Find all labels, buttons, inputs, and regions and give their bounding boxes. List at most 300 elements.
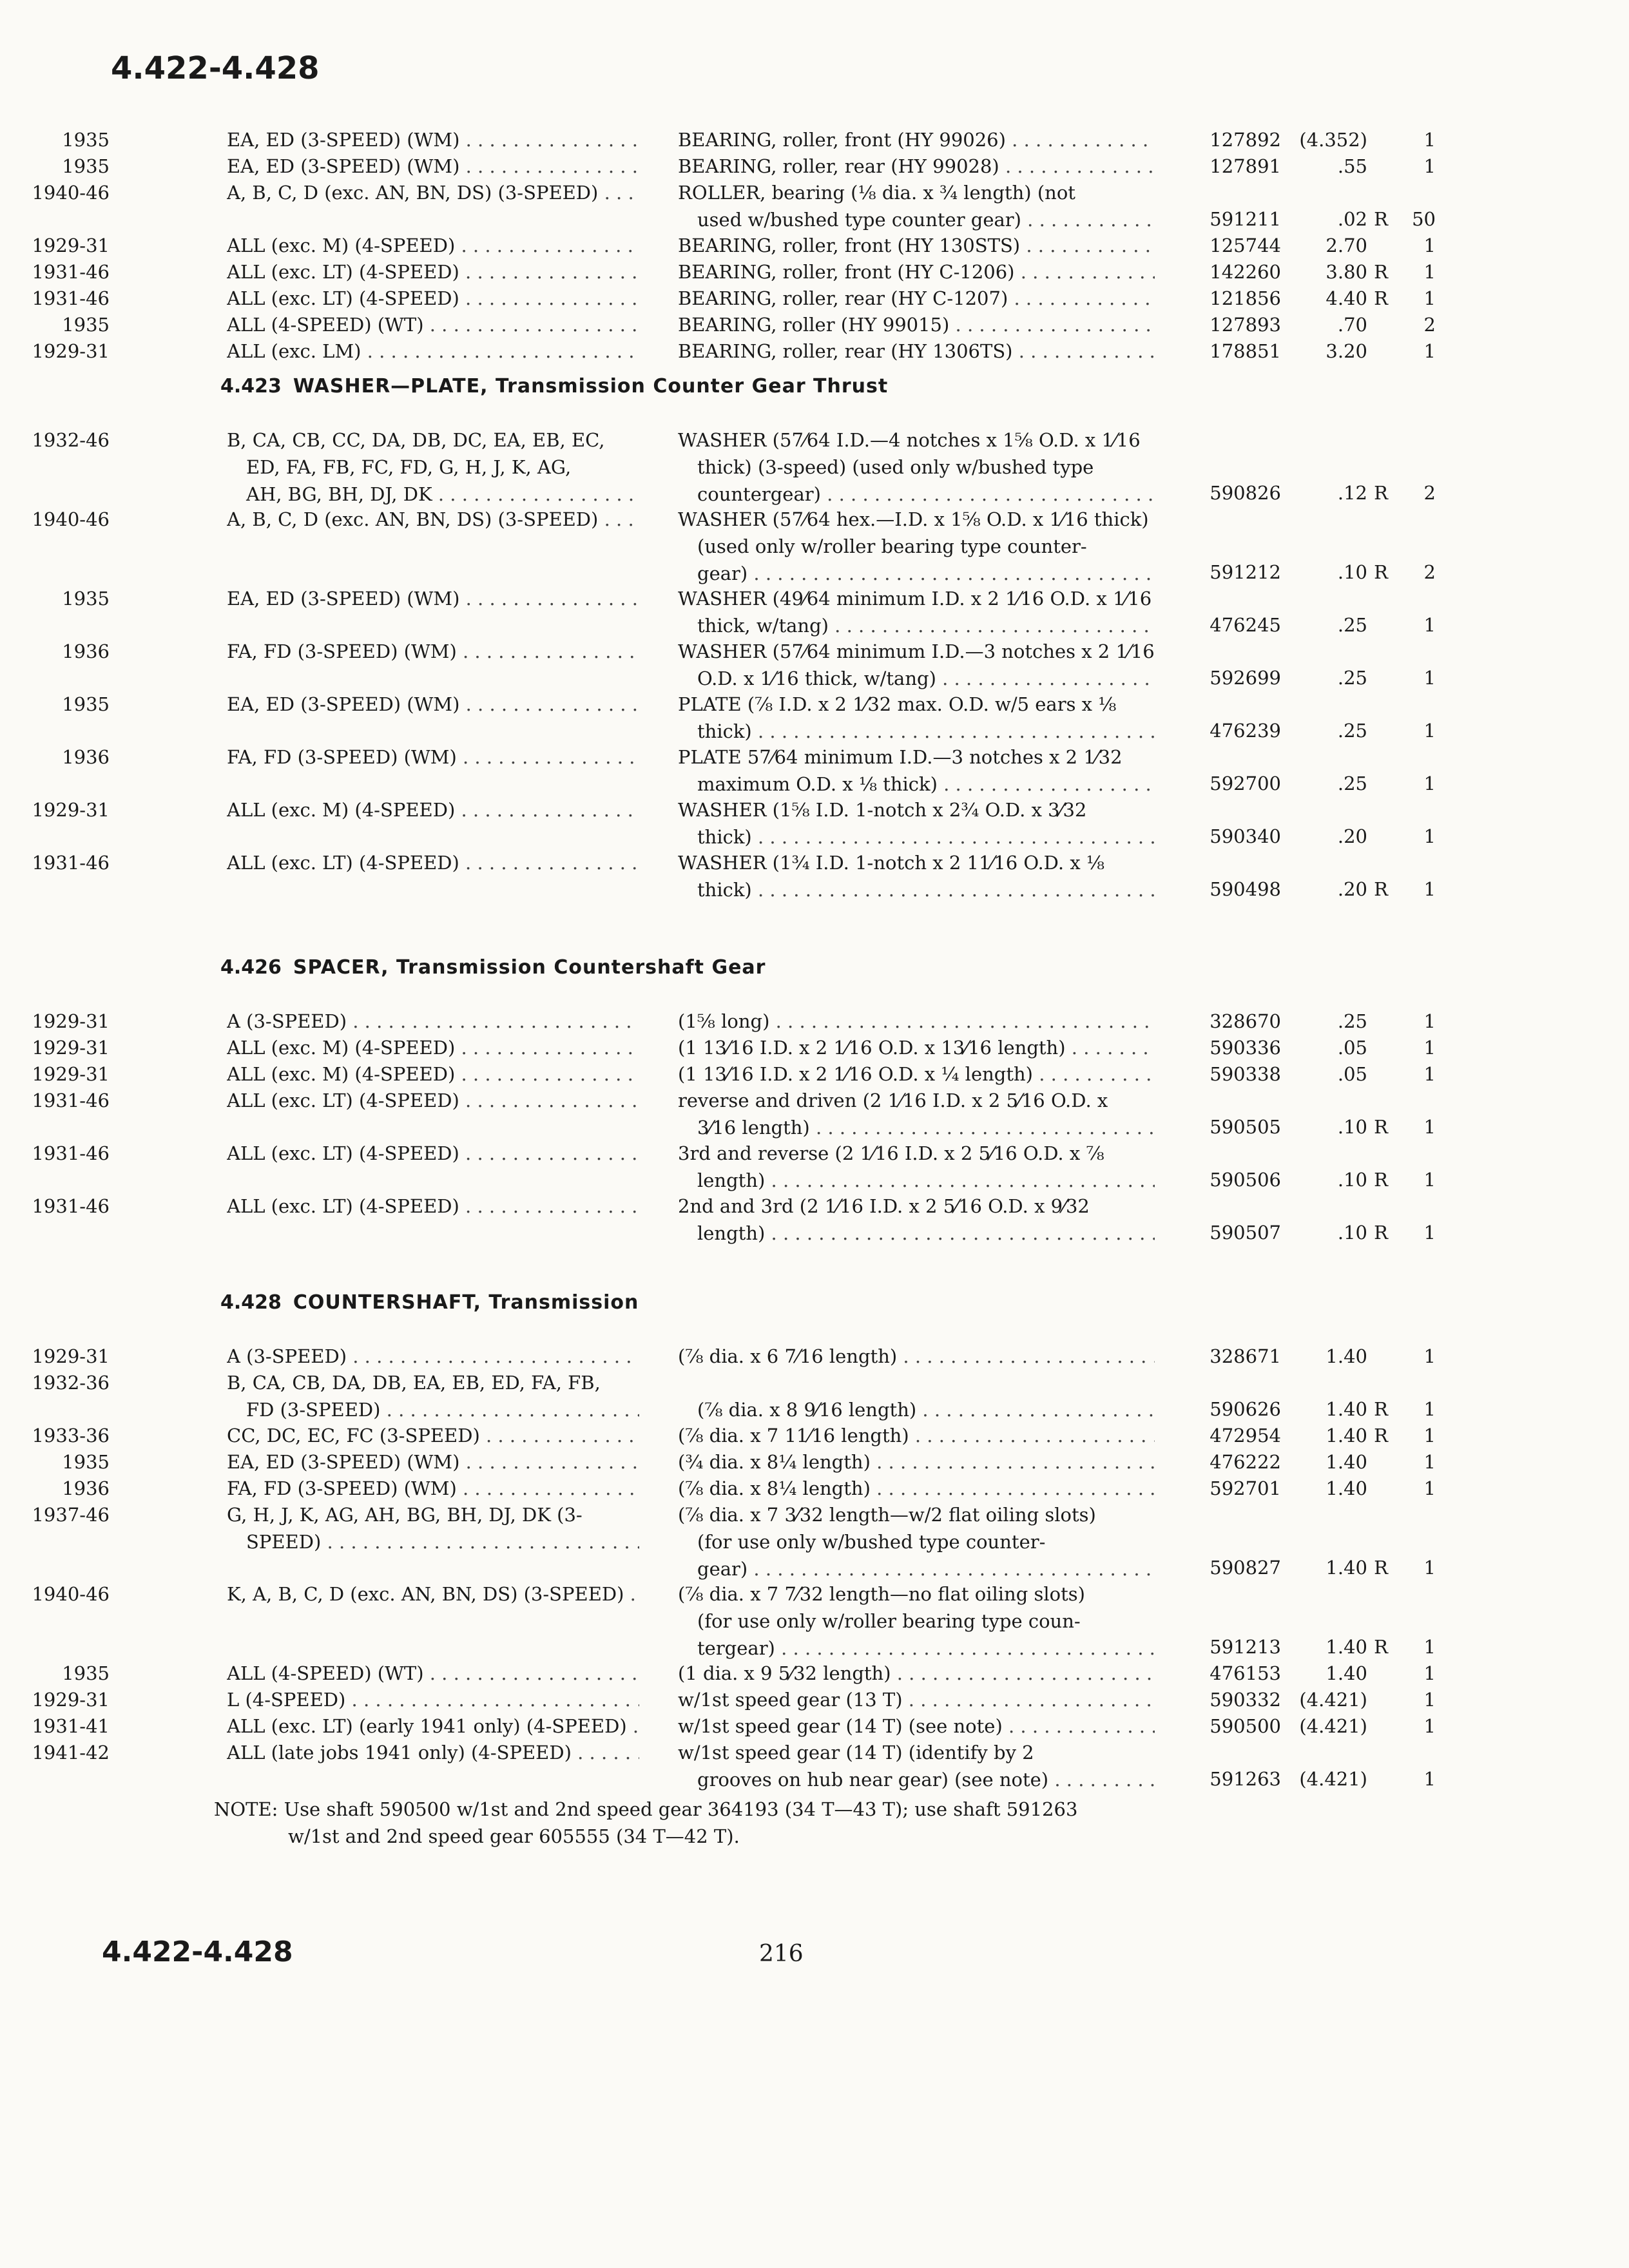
r-flag: R [1374, 482, 1388, 504]
quantity: 1 [1423, 614, 1436, 636]
description-line: w/1st speed gear (13 T) . . . [678, 1686, 1155, 1713]
year-range: 1941-42 [32, 1742, 110, 1763]
models-line: ALL (exc. LM) . . . [227, 338, 639, 365]
part-number: 476153 [1210, 1662, 1281, 1684]
models-cell [227, 1034, 639, 1061]
models-line: ALL (exc. LT) (early 1941 only) (4-SPEED) . . . [227, 1713, 639, 1740]
models-line: ALL (exc. M) (4-SPEED) . . . [227, 1034, 639, 1061]
price: .25 [1337, 667, 1367, 689]
models-cell [227, 1660, 639, 1687]
year-range: 1929-31 [32, 1345, 110, 1367]
quantity: 1 [1423, 1477, 1436, 1499]
table-row [0, 849, 1629, 902]
price: (4.421) [1299, 1689, 1367, 1711]
models-line: ALL (exc. M) (4-SPEED) . . . [227, 796, 639, 823]
models-cell [227, 1140, 639, 1167]
part-number: 127891 [1210, 155, 1281, 177]
description-cell [678, 1034, 1155, 1061]
r-flag: R [1374, 1557, 1388, 1579]
year-range: 1935 [62, 588, 110, 610]
description-cell [678, 285, 1155, 312]
part-number: 592699 [1210, 667, 1281, 689]
part-number: 121856 [1210, 287, 1281, 309]
price: .05 [1337, 1037, 1367, 1059]
quantity: 1 [1423, 1063, 1436, 1085]
description-line: thick) (3-speed) (used only w/bushed type [697, 456, 1094, 478]
price: (4.352) [1299, 129, 1367, 151]
models-line: EA, ED (3-SPEED) (WM) . . . [227, 1448, 639, 1475]
models-cell [227, 232, 639, 259]
table-row [0, 1739, 1629, 1792]
table-row [0, 1581, 1629, 1660]
year-range: 1932-46 [32, 429, 110, 451]
year-range: 1936 [62, 746, 110, 768]
price: 1.40 [1325, 1662, 1367, 1684]
models-cell [227, 1581, 639, 1608]
table-row [0, 638, 1629, 691]
description-line: BEARING, roller, front (HY 99026) . . . [678, 126, 1155, 153]
description-cell [678, 1581, 1155, 1662]
description-cell [678, 506, 1155, 587]
models-cell [227, 1713, 639, 1740]
description-line: 2nd and 3rd (2 1⁄16 I.D. x 2 5⁄16 O.D. x 9⁄32 [678, 1195, 1090, 1217]
page-footer-range: 4.422-4.428 [102, 1936, 293, 1968]
price: 1.40 [1325, 1557, 1367, 1579]
part-number: 591212 [1210, 561, 1281, 583]
models-line: G, H, J, K, AG, AH, BG, BH, DJ, DK (3- [227, 1504, 583, 1526]
description-cell [678, 1343, 1155, 1370]
section-title [220, 1291, 639, 1314]
quantity: 1 [1423, 287, 1436, 309]
models-cell [227, 849, 639, 876]
models-line: ALL (late jobs 1941 only) (4-SPEED) . . . [227, 1739, 639, 1766]
description-line: maximum O.D. x ⅛ thick) . . . [678, 771, 1155, 798]
quantity: 1 [1423, 720, 1436, 742]
price: .70 [1337, 314, 1367, 336]
models-line: A, B, C, D (exc. AN, BN, DS) (3-SPEED) . . . [227, 179, 639, 206]
description-line: w/1st speed gear (14 T) (see note) . . . [678, 1713, 1155, 1740]
description-line: (for use only w/roller bearing type coun- [697, 1610, 1081, 1632]
price: 1.40 [1325, 1425, 1367, 1446]
description-line: (⅞ dia. x 7 7⁄32 length—no flat oiling slots) [678, 1583, 1085, 1605]
description-line: thick) . . . [678, 876, 1155, 903]
year-range: 1935 [62, 155, 110, 177]
price: 4.40 [1325, 287, 1367, 309]
models-line: FA, FD (3-SPEED) (WM) . . . [227, 1475, 639, 1502]
part-number: 476245 [1210, 614, 1281, 636]
price: .20 [1337, 825, 1367, 847]
quantity: 1 [1423, 155, 1436, 177]
quantity: 1 [1423, 1636, 1436, 1658]
part-number: 590507 [1210, 1222, 1281, 1244]
price: .02 [1337, 208, 1367, 230]
description-line: (1 dia. x 9 5⁄32 length) . . . [678, 1660, 1155, 1687]
year-range: 1936 [62, 1477, 110, 1499]
table-row [0, 258, 1629, 285]
quantity: 1 [1423, 1662, 1436, 1684]
r-flag: R [1374, 261, 1388, 283]
quantity: 1 [1423, 1689, 1436, 1711]
models-cell [227, 126, 639, 153]
description-line: WASHER (1⅝ I.D. 1-notch x 2¾ O.D. x 3⁄32 [678, 799, 1087, 821]
r-flag: R [1374, 1425, 1388, 1446]
table-row [0, 1343, 1629, 1369]
quantity: 1 [1423, 825, 1436, 847]
price: 1.40 [1325, 1477, 1367, 1499]
quantity: 1 [1423, 1169, 1436, 1191]
table-row [0, 1008, 1629, 1034]
description-line: 3rd and reverse (2 1⁄16 I.D. x 2 5⁄16 O.D. x ⅞ [678, 1142, 1104, 1164]
table-row [0, 1475, 1629, 1501]
description-cell [678, 1422, 1155, 1449]
part-number: 590500 [1210, 1715, 1281, 1737]
part-number: 476239 [1210, 720, 1281, 742]
models-cell [227, 1422, 639, 1449]
models-line: EA, ED (3-SPEED) (WM) . . . [227, 691, 639, 718]
description-line: BEARING, roller, rear (HY 1306TS) . . . [678, 338, 1155, 365]
models-line: ALL (exc. M) (4-SPEED) . . . [227, 232, 639, 259]
models-cell [227, 338, 639, 365]
note-line: NOTE: Use shaft 590500 w/1st and 2nd speed gear 364193 (34 T—43 T); use shaft 591263 [214, 1798, 1078, 1820]
models-line: EA, ED (3-SPEED) (WM) . . . [227, 126, 639, 153]
models-cell [227, 1686, 639, 1713]
models-line: ALL (exc. LT) (4-SPEED) . . . [227, 1140, 639, 1167]
models-cell [227, 1343, 639, 1370]
description-cell [678, 1686, 1155, 1713]
year-range: 1935 [62, 1662, 110, 1684]
table-row [0, 1193, 1629, 1245]
models-cell [227, 744, 639, 771]
r-flag: R [1374, 1636, 1388, 1658]
quantity: 1 [1423, 1345, 1436, 1367]
description-cell [678, 1061, 1155, 1088]
models-line: ALL (exc. M) (4-SPEED) . . . [227, 1061, 639, 1088]
part-number: 590505 [1210, 1116, 1281, 1138]
models-line: B, CA, CB, CC, DA, DB, DC, EA, EB, EC, [227, 429, 605, 451]
year-range: 1931-46 [32, 1090, 110, 1111]
part-number: 127893 [1210, 314, 1281, 336]
models-line: EA, ED (3-SPEED) (WM) . . . [227, 153, 639, 180]
description-cell [678, 585, 1155, 639]
part-number: 592701 [1210, 1477, 1281, 1499]
quantity: 1 [1423, 878, 1436, 900]
part-number: 127892 [1210, 129, 1281, 151]
part-number: 590340 [1210, 825, 1281, 847]
table-row [0, 1369, 1629, 1422]
section-number: 4.423 [220, 375, 282, 398]
description-line: (used only w/roller bearing type counter- [697, 535, 1087, 557]
models-line: SPEED) . . . [227, 1528, 639, 1555]
description-line: BEARING, roller, front (HY 130STS) . . . [678, 232, 1155, 259]
table-row [0, 796, 1629, 849]
year-range: 1929-31 [32, 235, 110, 256]
models-line: EA, ED (3-SPEED) (WM) . . . [227, 585, 639, 612]
models-cell [227, 1448, 639, 1475]
models-cell [227, 153, 639, 180]
price: .20 [1337, 878, 1367, 900]
part-number: 142260 [1210, 261, 1281, 283]
description-cell [678, 1087, 1155, 1141]
models-line: ED, FA, FB, FC, FD, G, H, J, K, AG, [246, 456, 572, 478]
table-row [0, 153, 1629, 179]
year-range: 1940-46 [32, 508, 110, 530]
table-row [0, 1061, 1629, 1087]
table-row [0, 1087, 1629, 1140]
description-line: (1 13⁄16 I.D. x 2 1⁄16 O.D. x ¼ length) . . . [678, 1061, 1155, 1088]
description-line: BEARING, roller (HY 99015) . . . [678, 311, 1155, 338]
description-line: tergear) . . . [678, 1635, 1155, 1662]
description-cell [678, 1193, 1155, 1247]
description-cell [678, 126, 1155, 153]
description-line: PLATE (⅞ I.D. x 2 1⁄32 max. O.D. w/5 ears x ⅛ [678, 693, 1117, 715]
description-cell [678, 1501, 1155, 1582]
description-cell [678, 1660, 1155, 1687]
r-flag: R [1374, 1222, 1388, 1244]
description-line: (for use only w/bushed type counter- [697, 1531, 1046, 1553]
price: .55 [1337, 155, 1367, 177]
models-line: FA, FD (3-SPEED) (WM) . . . [227, 744, 639, 771]
table-row [0, 1686, 1629, 1713]
year-range: 1931-46 [32, 1142, 110, 1164]
description-line: O.D. x 1⁄16 thick, w/tang) . . . [678, 665, 1155, 692]
models-line: ALL (exc. LT) (4-SPEED) . . . [227, 849, 639, 876]
price: (4.421) [1299, 1715, 1367, 1737]
page-number: 216 [759, 1941, 804, 1967]
description-line: 3⁄16 length) . . . [678, 1114, 1155, 1141]
description-line: (⅞ dia. x 7 3⁄32 length—w/2 flat oiling slots) [678, 1504, 1096, 1526]
price: .10 [1337, 1169, 1367, 1191]
table-row [0, 1034, 1629, 1061]
quantity: 2 [1423, 561, 1436, 583]
section-name: COUNTERSHAFT, Transmission [293, 1291, 639, 1314]
description-line: PLATE 57⁄64 minimum I.D.—3 notches x 2 1⁄32 [678, 746, 1123, 768]
models-line: FD (3-SPEED) . . . [227, 1396, 639, 1423]
r-flag: R [1374, 1169, 1388, 1191]
models-cell [227, 1501, 639, 1555]
description-line: (⅞ dia. x 8¼ length) . . . [678, 1475, 1155, 1502]
description-cell [678, 338, 1155, 365]
models-cell [227, 258, 639, 285]
table-row [0, 338, 1629, 364]
description-line: (⅞ dia. x 7 11⁄16 length) . . . [678, 1422, 1155, 1449]
quantity: 1 [1423, 1557, 1436, 1579]
description-line: length) . . . [678, 1220, 1155, 1247]
description-line: BEARING, roller, front (HY C-1206) . . . [678, 258, 1155, 285]
quantity: 50 [1412, 208, 1436, 230]
table-row [0, 1713, 1629, 1739]
year-range: 1931-46 [32, 852, 110, 874]
part-number: 476222 [1210, 1451, 1281, 1473]
description-line: gear) . . . [678, 560, 1155, 587]
models-cell [227, 638, 639, 665]
section-name: WASHER—PLATE, Transmission Counter Gear Thrust [293, 375, 889, 398]
section-number: 4.428 [220, 1291, 282, 1314]
r-flag: R [1374, 1398, 1388, 1420]
section-number: 4.426 [220, 956, 282, 979]
section-title [220, 375, 888, 398]
description-line: WASHER (57⁄64 I.D.—4 notches x 1⅝ O.D. x 1⁄16 [678, 429, 1141, 451]
description-line: gear) . . . [678, 1555, 1155, 1582]
price: 3.20 [1325, 340, 1367, 362]
quantity: 1 [1423, 1451, 1436, 1473]
quantity: 1 [1423, 340, 1436, 362]
description-cell [678, 796, 1155, 850]
quantity: 1 [1423, 773, 1436, 794]
description-cell [678, 744, 1155, 798]
description-cell [678, 1713, 1155, 1740]
quantity: 1 [1423, 1425, 1436, 1446]
description-cell [678, 1008, 1155, 1035]
part-number: 591263 [1210, 1768, 1281, 1790]
part-number: 590626 [1210, 1398, 1281, 1420]
models-line: ALL (exc. LT) (4-SPEED) . . . [227, 285, 639, 312]
models-line: A (3-SPEED) . . . [227, 1343, 639, 1370]
models-line: ALL (4-SPEED) (WT) . . . [227, 311, 639, 338]
price: 3.80 [1325, 261, 1367, 283]
part-number: 592700 [1210, 773, 1281, 794]
models-line: A, B, C, D (exc. AN, BN, DS) (3-SPEED) . . . [227, 506, 639, 533]
description-line: thick) . . . [678, 823, 1155, 850]
description-line: w/1st speed gear (14 T) (identify by 2 [678, 1742, 1034, 1763]
year-range: 1936 [62, 640, 110, 662]
table-row [0, 1448, 1629, 1475]
models-line: AH, BG, BH, DJ, DK . . . [227, 481, 639, 508]
table-row [0, 691, 1629, 744]
table-row [0, 1501, 1629, 1581]
table-row [0, 232, 1629, 258]
price: .25 [1337, 773, 1367, 794]
year-range: 1932-36 [32, 1372, 110, 1394]
description-line: WASHER (1¾ I.D. 1-notch x 2 11⁄16 O.D. x ⅛ [678, 852, 1105, 874]
description-line [678, 1369, 1155, 1396]
table-row [0, 285, 1629, 311]
description-line: WASHER (49⁄64 minimum I.D. x 2 1⁄16 O.D. x 1⁄16 [678, 588, 1152, 610]
description-line: (⅞ dia. x 8 9⁄16 length) . . . [678, 1396, 1155, 1423]
description-line: used w/bushed type counter gear) . . . [678, 206, 1155, 233]
description-cell [678, 1448, 1155, 1475]
quantity: 1 [1423, 1037, 1436, 1059]
description-cell [678, 638, 1155, 692]
year-range: 1929-31 [32, 1689, 110, 1711]
part-number: 125744 [1210, 235, 1281, 256]
year-range: 1931-46 [32, 261, 110, 283]
models-line: A (3-SPEED) . . . [227, 1008, 639, 1035]
models-cell [227, 1193, 639, 1220]
price: 1.40 [1325, 1345, 1367, 1367]
description-cell [678, 153, 1155, 180]
models-cell [227, 285, 639, 312]
section-name: SPACER, Transmission Countershaft Gear [293, 956, 766, 979]
year-range: 1935 [62, 693, 110, 715]
description-cell [678, 1140, 1155, 1194]
quantity: 1 [1423, 1715, 1436, 1737]
page-header-range: 4.422-4.428 [111, 50, 320, 86]
description-cell [678, 179, 1155, 233]
models-line: B, CA, CB, DA, DB, EA, EB, ED, FA, FB, [227, 1372, 601, 1394]
year-range: 1929-31 [32, 1037, 110, 1059]
price: (4.421) [1299, 1768, 1367, 1790]
table-row [0, 506, 1629, 585]
r-flag: R [1374, 1116, 1388, 1138]
description-line: thick) . . . [678, 718, 1155, 745]
models-line: ALL (4-SPEED) (WT) . . . [227, 1660, 639, 1687]
description-cell [678, 258, 1155, 285]
quantity: 1 [1423, 129, 1436, 151]
table-row [0, 744, 1629, 796]
models-line: ALL (exc. LT) (4-SPEED) . . . [227, 1087, 639, 1114]
description-cell [678, 427, 1155, 508]
price: .10 [1337, 561, 1367, 583]
description-line: countergear) . . . [678, 481, 1155, 508]
part-number: 328670 [1210, 1010, 1281, 1032]
quantity: 2 [1423, 314, 1436, 336]
models-cell [227, 1087, 639, 1114]
year-range: 1929-31 [32, 1010, 110, 1032]
year-range: 1931-46 [32, 287, 110, 309]
models-cell [227, 179, 639, 206]
description-line: ROLLER, bearing (⅛ dia. x ¾ length) (not [678, 182, 1075, 204]
price: .12 [1337, 482, 1367, 504]
description-line: WASHER (57⁄64 hex.—I.D. x 1⅝ O.D. x 1⁄16 thick) [678, 508, 1149, 530]
quantity: 1 [1423, 261, 1436, 283]
part-number: 590338 [1210, 1063, 1281, 1085]
r-flag: R [1374, 208, 1388, 230]
description-line: (¾ dia. x 8¼ length) . . . [678, 1448, 1155, 1475]
description-line: BEARING, roller, rear (HY 99028) . . . [678, 153, 1155, 180]
part-number: 590332 [1210, 1689, 1281, 1711]
description-line: BEARING, roller, rear (HY C-1207) . . . [678, 285, 1155, 312]
part-number: 591211 [1210, 208, 1281, 230]
quantity: 1 [1423, 1768, 1436, 1790]
year-range: 1937-46 [32, 1504, 110, 1526]
r-flag: R [1374, 287, 1388, 309]
part-number: 590498 [1210, 878, 1281, 900]
part-number: 590336 [1210, 1037, 1281, 1059]
quantity: 1 [1423, 1116, 1436, 1138]
description-cell [678, 311, 1155, 338]
description-cell [678, 1475, 1155, 1502]
price: 1.40 [1325, 1451, 1367, 1473]
price: 1.40 [1325, 1636, 1367, 1658]
section-title [220, 956, 766, 979]
description-line: WASHER (57⁄64 minimum I.D.—3 notches x 2 1⁄16 [678, 640, 1155, 662]
year-range: 1929-31 [32, 340, 110, 362]
note-line: w/1st and 2nd speed gear 605555 (34 T—42 T). [288, 1825, 740, 1847]
quantity: 1 [1423, 1398, 1436, 1420]
table-row [0, 311, 1629, 338]
quantity: 1 [1423, 1010, 1436, 1032]
price: .05 [1337, 1063, 1367, 1085]
models-line: L (4-SPEED) . . . [227, 1686, 639, 1713]
r-flag: R [1374, 878, 1388, 900]
year-range: 1940-46 [32, 182, 110, 204]
quantity: 1 [1423, 235, 1436, 256]
description-line: reverse and driven (2 1⁄16 I.D. x 2 5⁄16 O.D. x [678, 1090, 1108, 1111]
year-range: 1929-31 [32, 1063, 110, 1085]
table-row [0, 1422, 1629, 1448]
price: .25 [1337, 720, 1367, 742]
part-number: 178851 [1210, 340, 1281, 362]
models-line: ALL (exc. LT) (4-SPEED) . . . [227, 1193, 639, 1220]
year-range: 1931-41 [32, 1715, 110, 1737]
r-flag: R [1374, 561, 1388, 583]
models-cell [227, 691, 639, 718]
part-number: 591213 [1210, 1636, 1281, 1658]
quantity: 1 [1423, 667, 1436, 689]
description-line: (1⅝ long) . . . [678, 1008, 1155, 1035]
description-cell [678, 1739, 1155, 1793]
description-cell [678, 232, 1155, 259]
